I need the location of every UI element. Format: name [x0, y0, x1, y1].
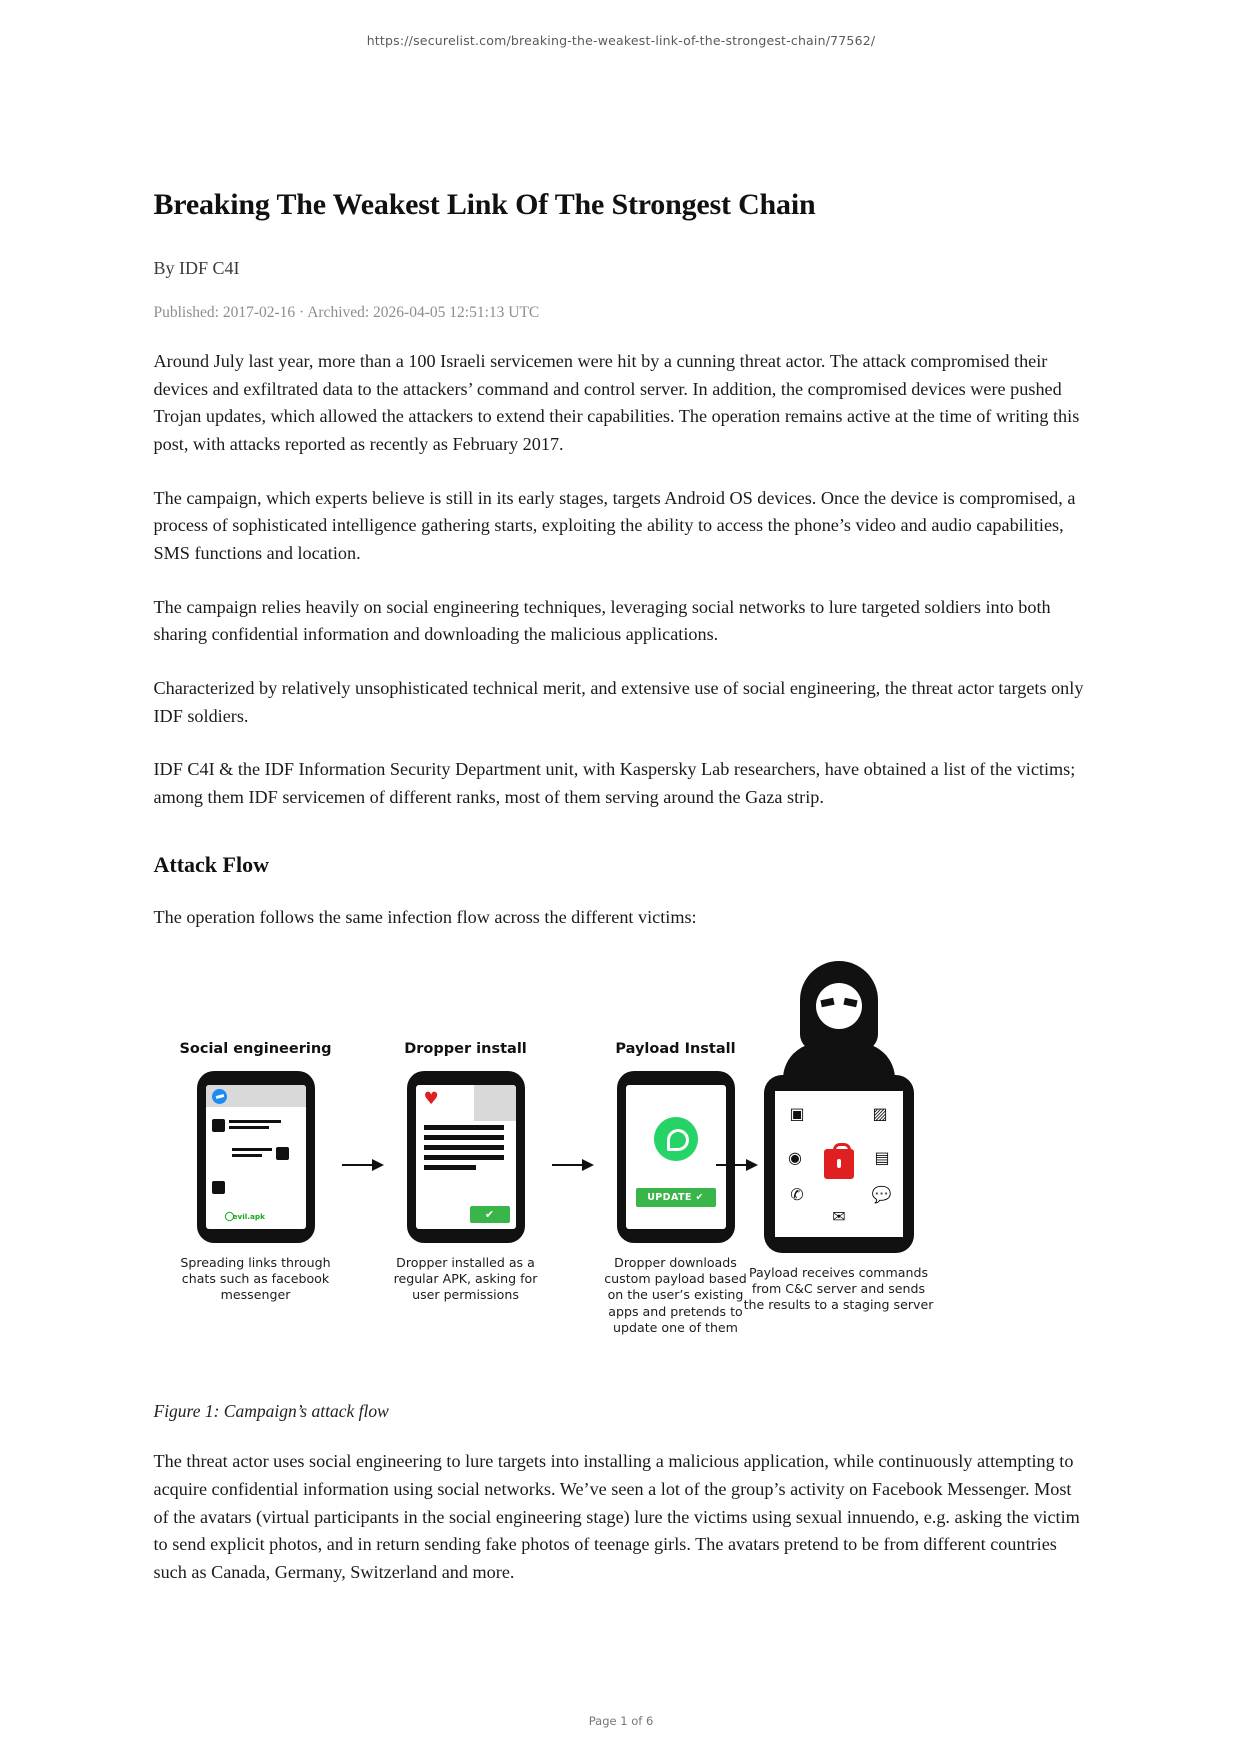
permission-line: [424, 1135, 504, 1140]
stage-1-description: Spreading links through chats such as facebook messenger: [180, 1255, 331, 1303]
avatar-icon: [276, 1147, 289, 1160]
hacker-icon: [783, 961, 895, 1079]
chat-row-3: [212, 1181, 225, 1194]
phone-illustration-2: [407, 1071, 525, 1243]
stage-3-title: Payload Install: [615, 1041, 736, 1058]
chat-line: [229, 1126, 269, 1129]
messenger-icon: [212, 1089, 227, 1104]
stage-3-description: Dropper downloads custom payload based on the user’s existing apps and pretends to update one of them: [604, 1255, 747, 1335]
contacts-icon: ▤: [874, 1148, 890, 1168]
page-title: Breaking The Weakest Link Of The Strongest Chain: [153, 188, 816, 221]
diagram-stage-command-and-control: [742, 961, 936, 1313]
attack-flow-diagram: [176, 961, 936, 1381]
stage-2-title: Dropper install: [404, 1041, 527, 1058]
page-number: Page 1 of 6: [588, 1714, 654, 1728]
source-url: https://securelist.com/breaking-the-weakest-link-of-the-strongest-chain/77562/: [366, 33, 876, 48]
malicious-file-label: evil.apk: [232, 1212, 265, 1222]
whatsapp-icon: [654, 1117, 698, 1161]
paragraph-1: Around July last year, more than a 100 Israeli servicemen were hit by a cunning threat actor. The attack compromised their devices and exfiltrated data to the attackers’ command and control server. In addition, the compromised devices were pushed Trojan updates, which allowed the attackers to extend their capabilities. The operation remains active at the time of writing this post, with attacks reported as recently as February 2017.: [153, 351, 1080, 454]
closing-paragraph: The threat actor uses social engineering to lure targets into installing a malicious application, while continuously attempting to acquire confidential information using social networks. We’ve seen a lot of the group’s activity on Facebook Messenger. Most of the avatars (virtual participants in the social engineering stage) lure the victims using sexual innuendo, e.g. asking the victim to send explicit photos, and in return sending fake photos of teenage girls. The avatars pretend to be from different countries such as Canada, Germany, Switzerland and more.: [153, 1451, 1080, 1582]
permission-line: [424, 1125, 504, 1130]
phone-illustration-3: [617, 1071, 735, 1243]
avatar-icon: [212, 1119, 225, 1132]
chat-bubble-icon: 💬: [871, 1185, 892, 1205]
byline: By IDF C4I: [153, 258, 240, 278]
flow-arrow-2: [552, 1159, 596, 1171]
chat-row-1: [212, 1119, 281, 1132]
avatar-icon: [212, 1181, 225, 1194]
chat-line: [232, 1154, 262, 1157]
publication-meta: Published: 2017-02-16 · Archived: 2026-04-05 12:51:13 UTC: [153, 304, 540, 321]
permission-line: [424, 1165, 476, 1170]
chat-line: [232, 1148, 272, 1151]
stage-2-description: Dropper installed as a regular APK, asking for user permissions: [393, 1255, 538, 1303]
heart-icon: ♥: [423, 1089, 439, 1110]
diagram-stage-social-engineering: [176, 1041, 336, 1303]
paragraph-3: The campaign relies heavily on social engineering techniques, leveraging social networks to lure targeted soldiers into both sharing confidential information and downloading the malicious applications.: [153, 596, 1051, 645]
phone-screen-4: [775, 1091, 903, 1237]
phone-illustration-1: [197, 1071, 315, 1243]
article-content: [154, 48, 1089, 1586]
phone-screen-2: [416, 1085, 516, 1229]
flow-arrow-1: [342, 1159, 386, 1171]
eye-left: [820, 998, 834, 1008]
phone-call-icon: ✆: [790, 1185, 804, 1205]
stage-1-title: Social engineering: [179, 1041, 332, 1058]
face-shape: [816, 983, 862, 1029]
diagram-stage-payload-install: [596, 1041, 756, 1336]
phone-screen-3: [626, 1085, 726, 1229]
figure-attack-flow: [154, 961, 1089, 1391]
stage-4-description: Payload receives commands from C&C server and sends the results to a staging server: [743, 1265, 934, 1313]
permission-line: [424, 1145, 504, 1150]
app-banner: [474, 1085, 516, 1121]
section-intro: The operation follows the same infection flow across the different victims:: [153, 906, 697, 927]
shoulders-shape: [783, 1043, 895, 1079]
paragraph-2: The campaign, which experts believe is still in its early stages, targets Android OS devices. Once the device is compromised, a process of sophisticated intelligence gathering starts, exploiting the ability to access the phone’s video and audio capabilities, SMS functions and location.: [153, 487, 1076, 563]
figure-caption: Figure 1: Campaign’s attack flow: [153, 1401, 389, 1422]
permission-lines: [424, 1125, 504, 1175]
mail-icon: ✉: [832, 1207, 846, 1227]
chat-lines: [232, 1148, 272, 1160]
paragraph-5: IDF C4I & the IDF Information Security Department unit, with Kaspersky Lab researchers, have obtained a list of the victims; among them IDF servicemen of different ranks, most of them serving around the Gaza strip.: [153, 759, 1076, 807]
camera-icon: ▣: [789, 1104, 805, 1124]
install-confirm-button[interactable]: ✔: [470, 1206, 510, 1223]
phone-illustration-4: [764, 1075, 914, 1253]
gallery-icon: ▨: [872, 1104, 888, 1124]
section-heading-attack-flow: Attack Flow: [153, 851, 269, 877]
permission-line: [424, 1155, 504, 1160]
chat-row-2: [228, 1147, 289, 1160]
chat-line: [229, 1120, 281, 1123]
location-icon: ◉: [788, 1148, 802, 1168]
diagram-stage-dropper-install: [386, 1041, 546, 1303]
lock-icon: [824, 1149, 854, 1179]
eye-right: [843, 998, 857, 1008]
chat-lines: [229, 1120, 281, 1132]
phone-screen-1: [206, 1085, 306, 1229]
paragraph-4: Characterized by relatively unsophisticated technical merit, and extensive use of social engineering, the threat actor targets only IDF soldiers.: [153, 677, 1084, 726]
update-button[interactable]: UPDATE ✔: [636, 1188, 716, 1207]
